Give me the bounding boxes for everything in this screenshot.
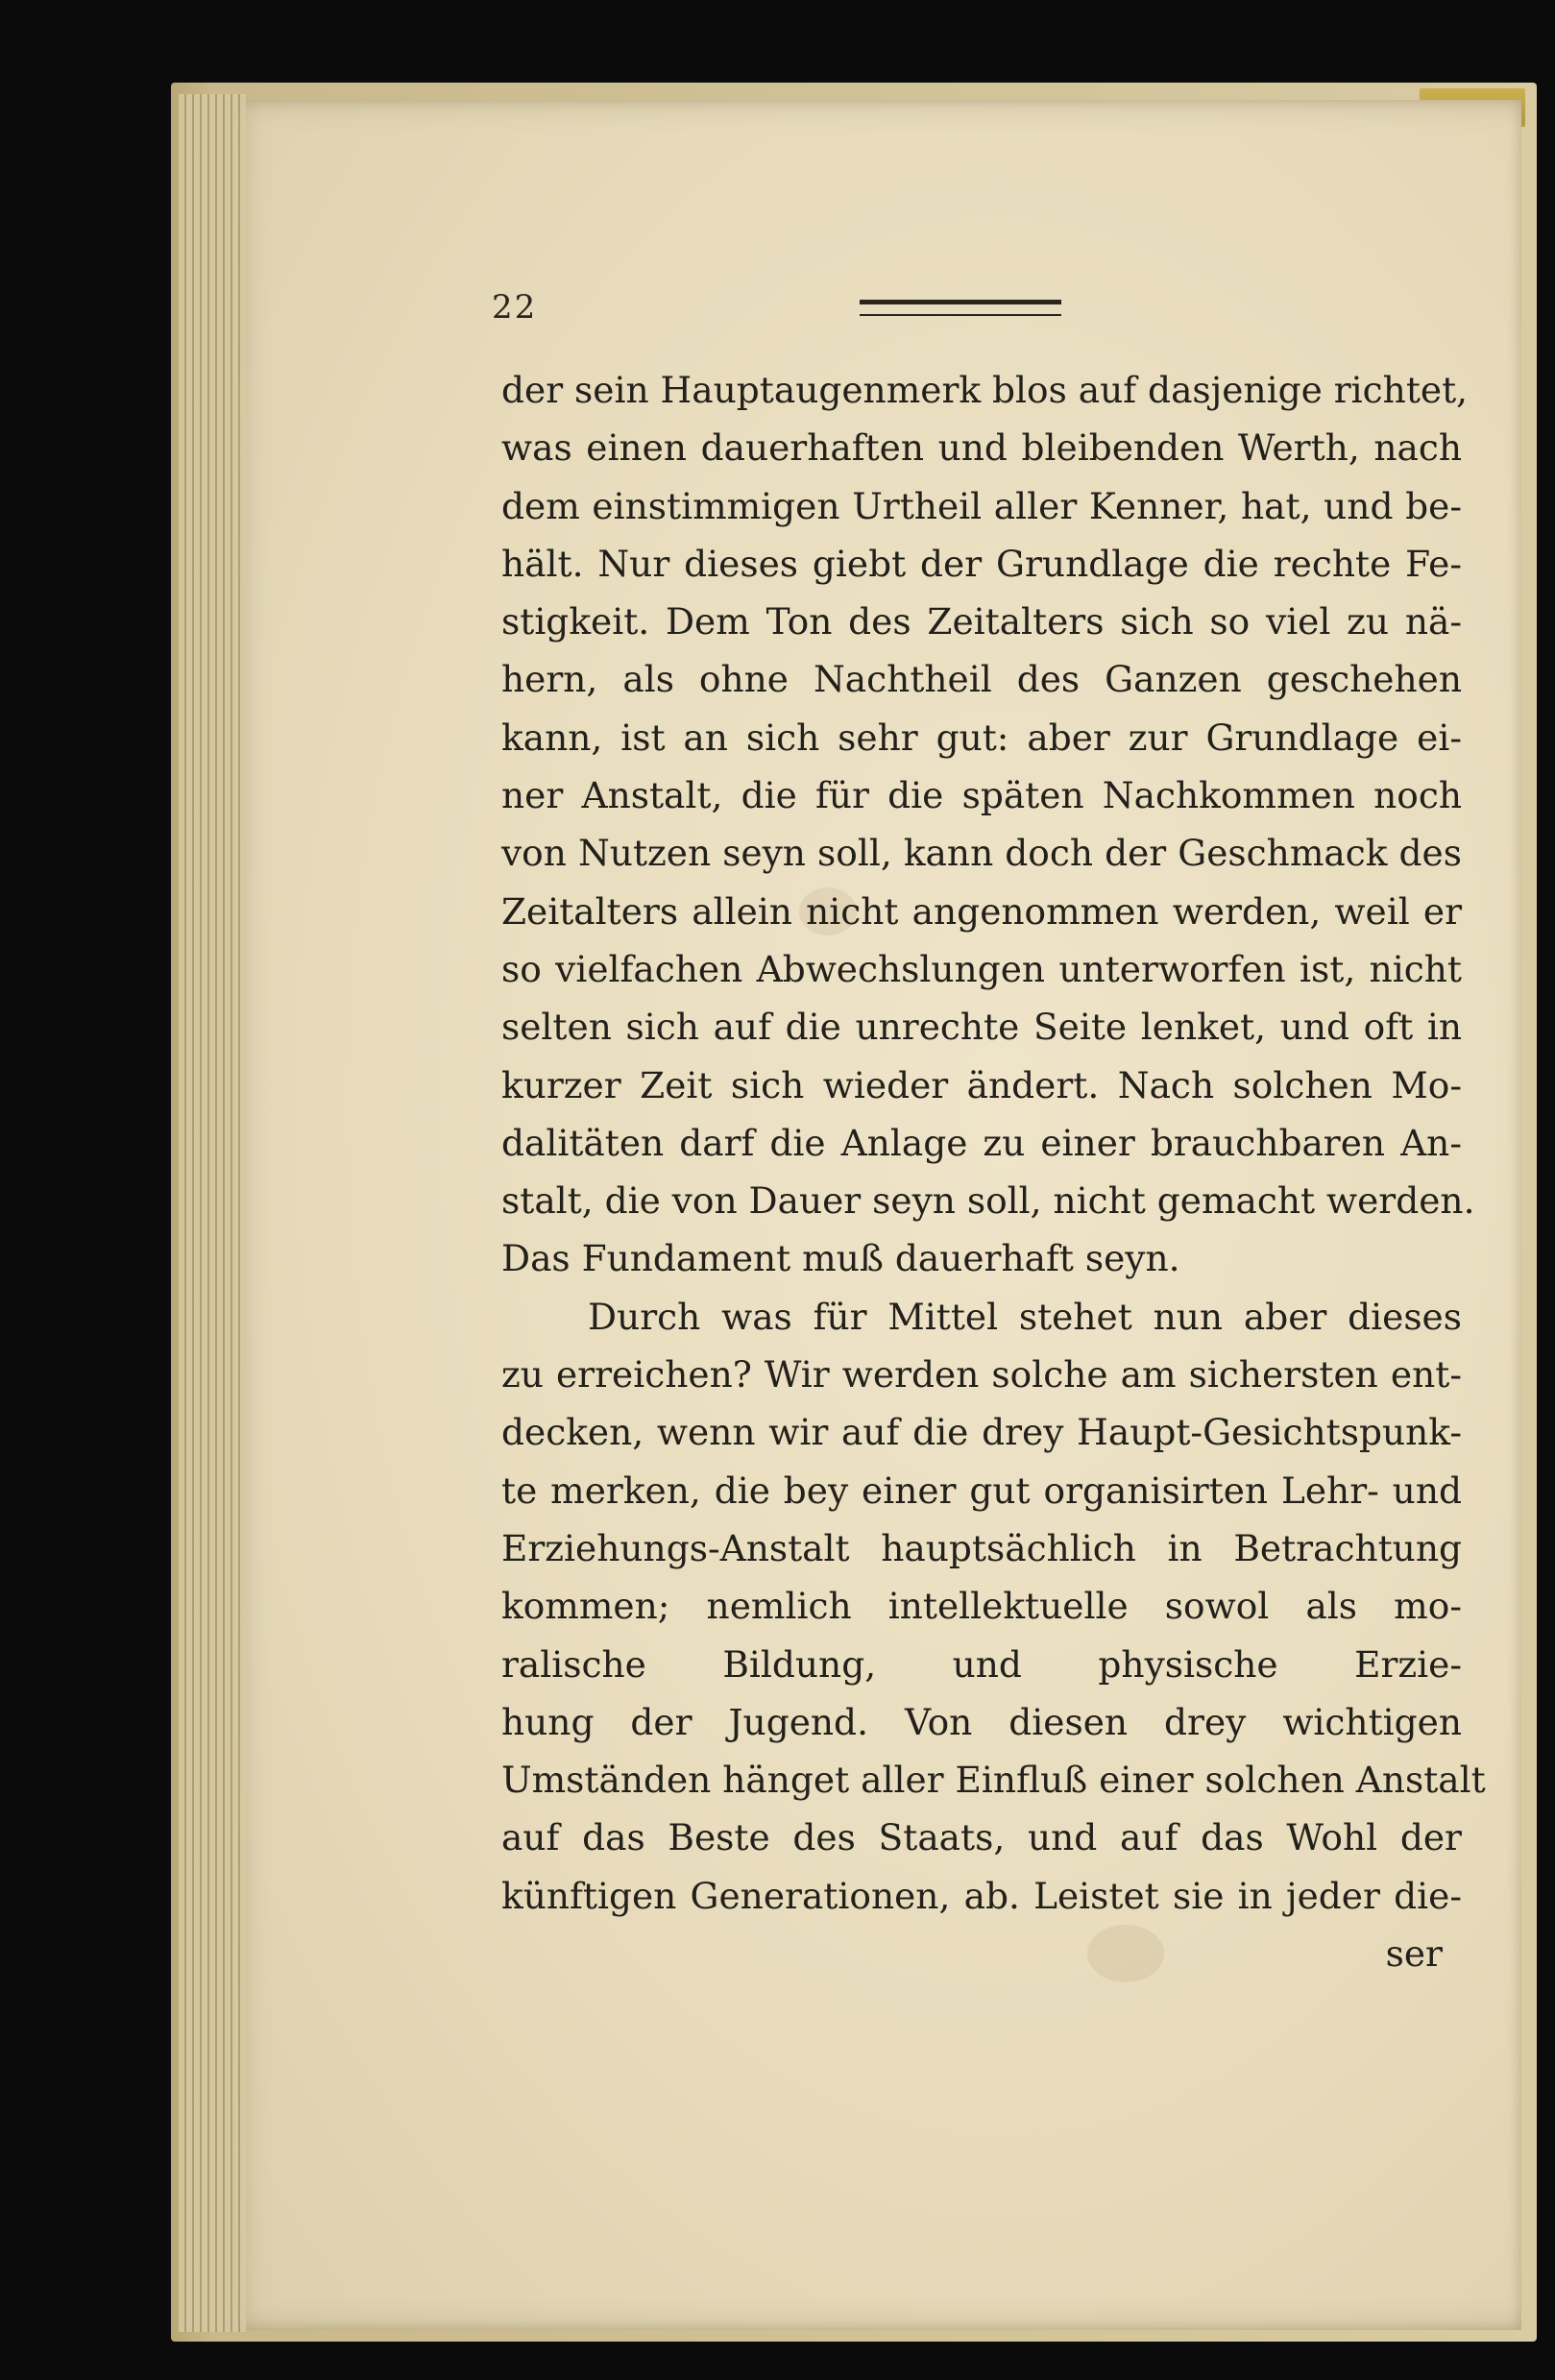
text-line: Erziehungs-Anstalt hauptsächlich in Betrachtung xyxy=(501,1526,1462,1569)
text-line: decken, wenn wir auf die drey Haupt-Gesichtspunk- xyxy=(501,1411,1462,1454)
text-line: Das Fundament muß dauerhaft seyn. xyxy=(501,1237,1180,1280)
text-line: dalitäten darf die Anlage zu einer brauchbaren An- xyxy=(501,1121,1462,1164)
text-line: ralische Bildung, und physische Erzie- xyxy=(501,1642,1462,1686)
text-line: so vielfachen Abwechslungen unterworfen ist, nicht xyxy=(501,947,1462,990)
text-line: hern, als ohne Nachtheil des Ganzen geschehen xyxy=(501,658,1462,701)
text-line: der sein Hauptaugenmerk blos auf dasjenige richtet, xyxy=(501,369,1469,411)
text-line: kann, ist an sich sehr gut: aber zur Grundlage ei- xyxy=(501,716,1462,759)
page-number: 22 xyxy=(492,288,538,327)
text-line: von Nutzen seyn soll, kann doch der Geschmack des xyxy=(501,832,1462,875)
text-line: was einen dauerhaften und bleibenden Werth, nach xyxy=(501,426,1462,470)
body-text xyxy=(501,361,1486,1982)
text-line: ner Anstalt, die für die späten Nachkommen noch xyxy=(501,774,1462,817)
text-line: kurzer Zeit sich wieder ändert. Nach solchen Mo- xyxy=(501,1063,1462,1106)
catchword: ser xyxy=(1385,1932,1443,1976)
header-rule xyxy=(860,300,1061,316)
text-line: selten sich auf die unrechte Seite lenket, und oft in xyxy=(501,1006,1462,1049)
text-line: stigkeit. Dem Ton des Zeitalters sich so viel zu nä- xyxy=(501,600,1462,644)
page-edges xyxy=(179,94,246,2332)
text-line: künftigen Generationen, ab. Leistet sie in jeder die- xyxy=(501,1874,1462,1917)
text-line: stalt, die von Dauer seyn soll, nicht gemacht werden. xyxy=(501,1179,1475,1223)
text-line: dem einstimmigen Urtheil aller Kenner, hat, und be- xyxy=(501,484,1462,527)
text-line: auf das Beste des Staats, und auf das Wohl der xyxy=(501,1816,1462,1859)
text-line: Zeitalters allein nicht angenommen werden, weil er xyxy=(501,889,1462,933)
text-line: zu erreichen? Wir werden solche am sichersten ent- xyxy=(501,1353,1462,1396)
text-line: hält. Nur dieses giebt der Grundlage die rechte Fe- xyxy=(501,542,1462,585)
text-line: Umständen hänget aller Einfluß einer solchen Anstalt xyxy=(501,1759,1486,1802)
text-line: hung der Jugend. Von diesen drey wichtigen xyxy=(501,1700,1462,1743)
text-line: te merken, die bey einer gut organisirten Lehr- und xyxy=(501,1469,1462,1512)
text-line: kommen; nemlich intellektuelle sowol als mo- xyxy=(501,1585,1462,1628)
text-line: Durch was für Mittel stehet nun aber dieses xyxy=(588,1295,1462,1338)
